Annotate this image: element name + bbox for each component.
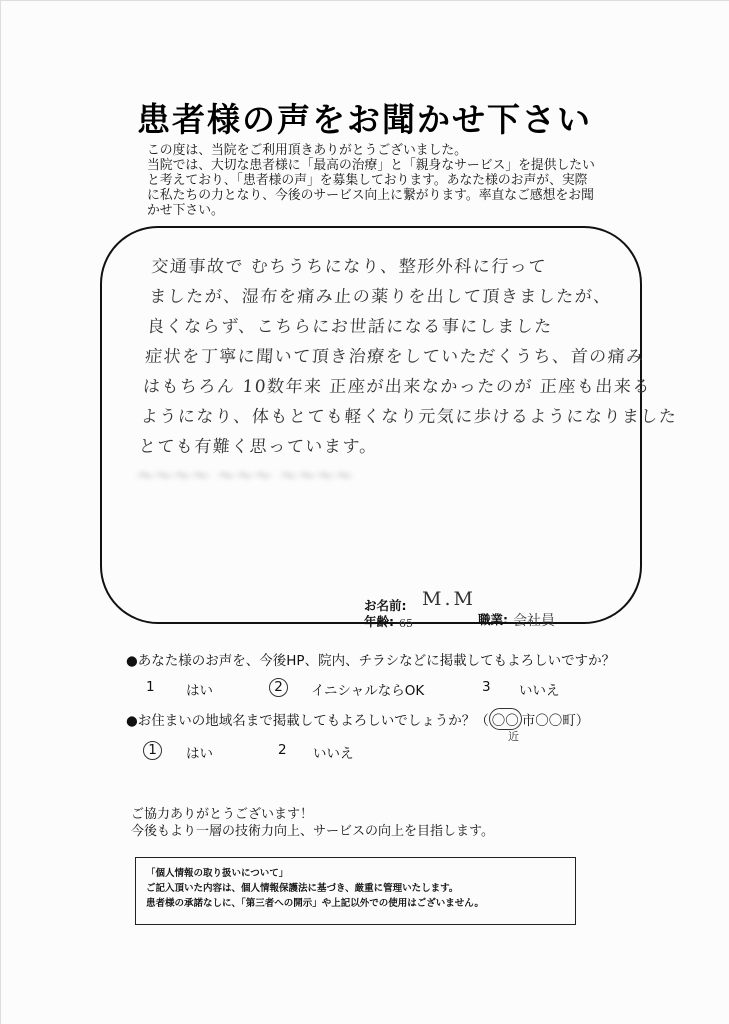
comment-line: ましたが、湿布を痛み止の薬りを出して頂きましたが、 [148, 287, 613, 307]
privacy-line: 患者様の承諾なしに、「第三者への開示」や上記以外での使用はございません。 [146, 898, 484, 909]
redacted-line: 〜〜〜〜 〜〜〜 〜〜〜〜 [135, 467, 355, 487]
comment-line: ようになり、体もとても軽くなり元気に歩けるようになりました [140, 407, 679, 427]
comment-line: 症状を丁寧に聞いて頂き治療をしていただくうち、首の痛み [144, 347, 646, 367]
privacy-line: 「個人情報の取り扱いについて」 [146, 868, 289, 879]
job-label: 職業: [478, 612, 508, 627]
q2-option-1-number[interactable] [146, 741, 162, 760]
place-oval-mark: 〇〇 [489, 708, 522, 730]
intro-line: に私たちの力となり、今後のサービス向上に繋がります。率直なご感想をお聞 [147, 188, 594, 203]
q1-option-2-label: イニシャルならOK [311, 683, 425, 699]
intro-line: と考えており、「患者様の声」を募集しております。あなた様のお声が、実際 [147, 173, 588, 188]
thanks-line: 今後もより一層の技術力向上、サービスの向上を目指します。 [131, 824, 494, 839]
q1-option-2-number[interactable] [272, 678, 288, 697]
comment-line: とても有難く思っています。 [138, 437, 379, 457]
question-publish: ●あなた様のお声を、今後HP、院内、チラシなどに掲載してもよろしいですか？ [126, 653, 616, 669]
page-title: 患者様の声をお聞かせ下さい [137, 100, 592, 139]
intro-text [147, 143, 647, 218]
q1-option-1-number[interactable]: 1 [146, 679, 155, 695]
thanks-line: ご協力ありがとうございます！ [131, 807, 314, 822]
q1-option-1-label: はい [186, 683, 213, 699]
name-value: M.M [422, 588, 476, 610]
q1-option-3-label: いいえ [519, 683, 560, 699]
job-value: 会社員 [513, 613, 555, 629]
comment-line: はもちろん 10数年来 正座が出来なかったのが 正座も出来る [142, 377, 652, 397]
comment-line: 良くならず、こちらにお世話になる事にしました [146, 317, 554, 337]
intro-line: 当院では、大切な患者様に「最高の治療」と「親身なサービス」を提供したい [147, 158, 595, 173]
handwritten-comment [135, 252, 679, 492]
selected-circle-mark: 2 [269, 678, 288, 697]
q2-option-1-label: はい [186, 746, 213, 762]
intro-line: かせ下さい。 [147, 203, 224, 218]
thanks-message [131, 806, 494, 840]
name-label: お名前: [364, 598, 407, 613]
q2-option-2-number[interactable]: 2 [278, 742, 287, 758]
privacy-notice [135, 857, 576, 925]
near-note: 近 [508, 730, 519, 743]
comment-line: 交通事故で むちうちになり、整形外科に行って [150, 257, 548, 277]
age-value: 65 [399, 617, 413, 630]
intro-line: この度は、当院をご利用頂きありがとうございました。 [147, 143, 467, 158]
age-label: 年齢: [364, 614, 394, 629]
question-location [126, 708, 589, 730]
selected-circle-mark: 1 [143, 741, 162, 760]
question-location-suffix: 市〇〇町） [521, 713, 590, 729]
privacy-line: ご記入頂いた内容は、個人情報保護法に基づき、厳重に管理いたします。 [146, 883, 459, 894]
q1-option-3-number[interactable]: 3 [482, 679, 491, 695]
q2-option-2-label: いいえ [313, 746, 354, 762]
question-location-text: ●お住まいの地域名まで掲載してもよろしいでしょうか？（ [126, 713, 489, 729]
